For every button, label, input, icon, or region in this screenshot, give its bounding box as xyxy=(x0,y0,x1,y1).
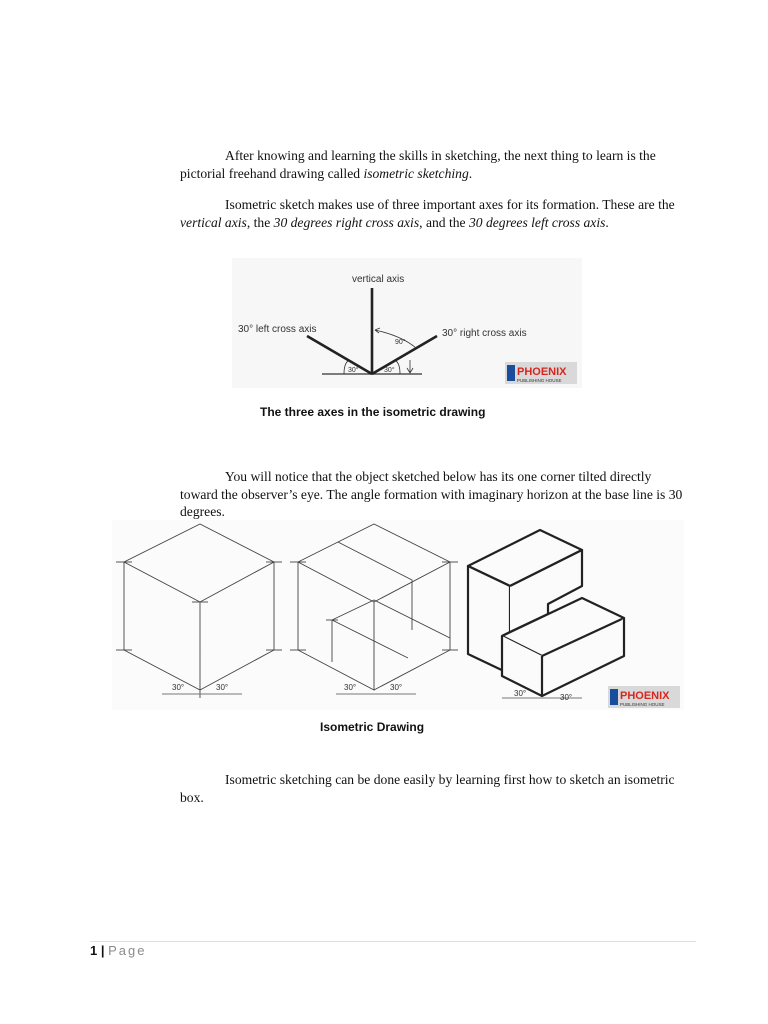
vertical-axis-label: vertical axis xyxy=(352,274,405,285)
cube2-left-angle-label: 30° xyxy=(344,683,357,692)
logo-mark-icon xyxy=(507,365,515,381)
right-angle-label: 30° xyxy=(384,367,395,374)
solid-right-angle-label: 30° xyxy=(560,693,573,702)
angle-90-label: 90° xyxy=(395,339,406,346)
emphasis-isometric-sketching: isometric sketching xyxy=(363,165,469,181)
logo-subtitle: PUBLISHING HOUSE xyxy=(620,702,665,707)
footer-divider xyxy=(90,941,696,942)
paragraph-isometric-box: Isometric sketching can be done easily by learning first how to sketch an isometric box. xyxy=(180,772,675,805)
emphasis-right-cross-axis: 30 degrees right cross axis xyxy=(273,214,420,230)
solid-left-angle-label: 30° xyxy=(514,689,527,698)
logo-mark-icon xyxy=(610,689,618,705)
logo-name: PHOENIX xyxy=(620,690,670,702)
paragraph-axes: Isometric sketch makes use of three important axes for its formation. These are the vertical axis, the 30 degrees right cross axis, and the 30 degrees left cross axis. xyxy=(180,197,675,230)
paragraph-intro: After knowing and learning the skills in sketching, the next thing to learn is the pictorial freehand drawing called isometric sketching. xyxy=(180,148,656,181)
phoenix-logo xyxy=(505,362,577,384)
footer-separator: | xyxy=(100,943,105,958)
page-footer xyxy=(90,943,147,958)
cube2-right-angle-label: 30° xyxy=(390,683,403,692)
figure1-caption: The three axes in the isometric drawing xyxy=(260,405,486,419)
page-word: Page xyxy=(108,943,147,958)
page-number: 1 xyxy=(90,943,98,958)
left-cross-axis-label: 30° left cross axis xyxy=(238,324,317,335)
phoenix-logo-2 xyxy=(608,686,680,708)
cube1-right-angle-label: 30° xyxy=(216,683,229,692)
logo-name: PHOENIX xyxy=(517,366,567,378)
left-angle-label: 30° xyxy=(348,367,359,374)
figure2-caption: Isometric Drawing xyxy=(320,720,425,734)
paragraph-observer: You will notice that the object sketched below has its one corner tilted directly toward the observer’s eye. The angle formation with imaginary horizon at the base line is 30 degrees. xyxy=(180,469,683,519)
isometric-drawing-figure xyxy=(112,520,684,710)
cube1-left-angle-label: 30° xyxy=(172,683,185,692)
emphasis-left-cross-axis: 30 degrees left cross axis xyxy=(468,214,606,230)
right-cross-axis-label: 30° right cross axis xyxy=(442,328,527,339)
logo-subtitle: PUBLISHING HOUSE xyxy=(517,378,562,383)
emphasis-vertical-axis: vertical axis xyxy=(180,214,247,230)
